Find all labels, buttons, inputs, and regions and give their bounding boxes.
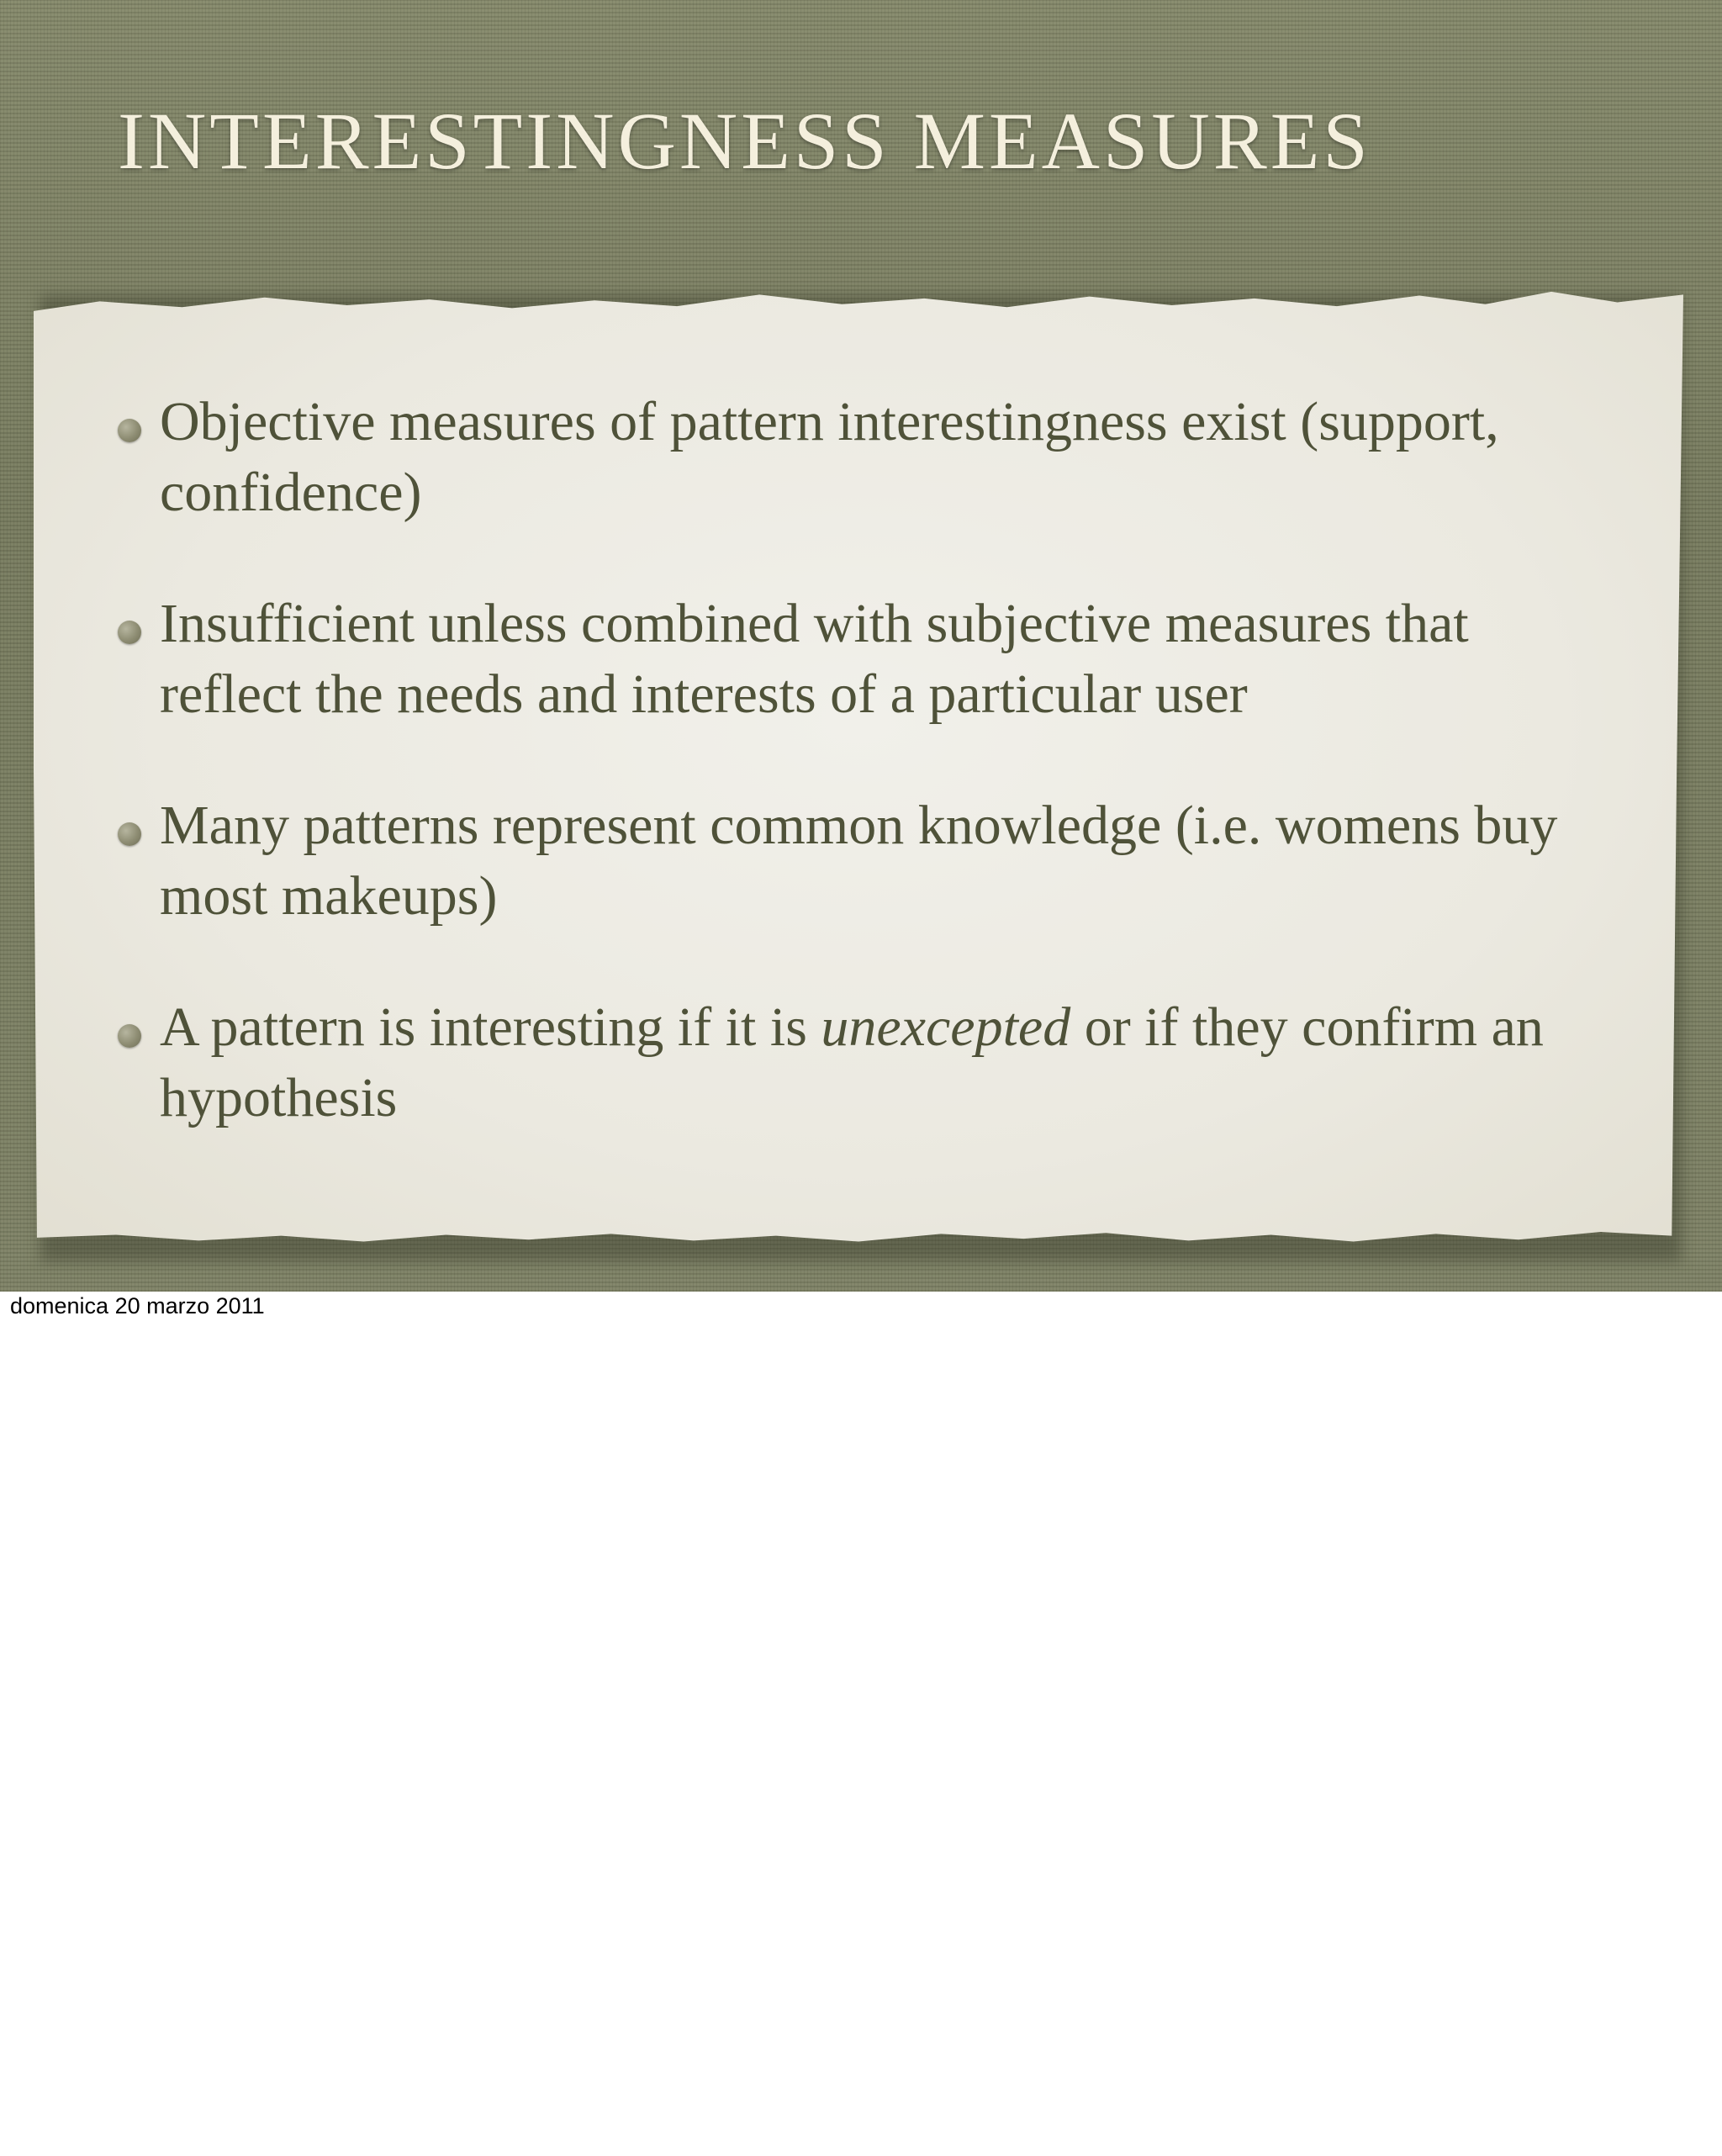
emphasized-word: unexcepted	[821, 996, 1071, 1058]
bullet-text: Objective measures of pattern interestingness exist (support, confidence)	[160, 391, 1499, 523]
bullet-text	[160, 992, 1623, 1133]
bullet-dot-icon	[118, 621, 141, 644]
footer-date: domenica 20 marzo 2011	[10, 1293, 265, 1318]
bullet-text: Insufficient unless combined with subjective measures that reflect the needs and interests of a particular user	[160, 593, 1469, 725]
bullet-item	[160, 992, 1623, 1133]
bullet-item	[160, 387, 1623, 528]
bullet-dot-icon	[118, 822, 141, 846]
bullet-item	[160, 790, 1623, 932]
slide-title: INTERESTINGNESS MEASURES	[118, 96, 1371, 186]
bullet-dot-icon	[118, 419, 141, 442]
bullet-dot-icon	[118, 1024, 141, 1048]
bullet-text-end: or if they confirm an hypothesis	[160, 996, 1544, 1128]
bullet-list	[160, 387, 1623, 1194]
bullet-text-start: A pattern is interesting if it is	[160, 996, 821, 1058]
bullet-item	[160, 589, 1623, 730]
bullet-text: Many patterns represent common knowledge (i.e. womens buy most makeups)	[160, 795, 1558, 927]
